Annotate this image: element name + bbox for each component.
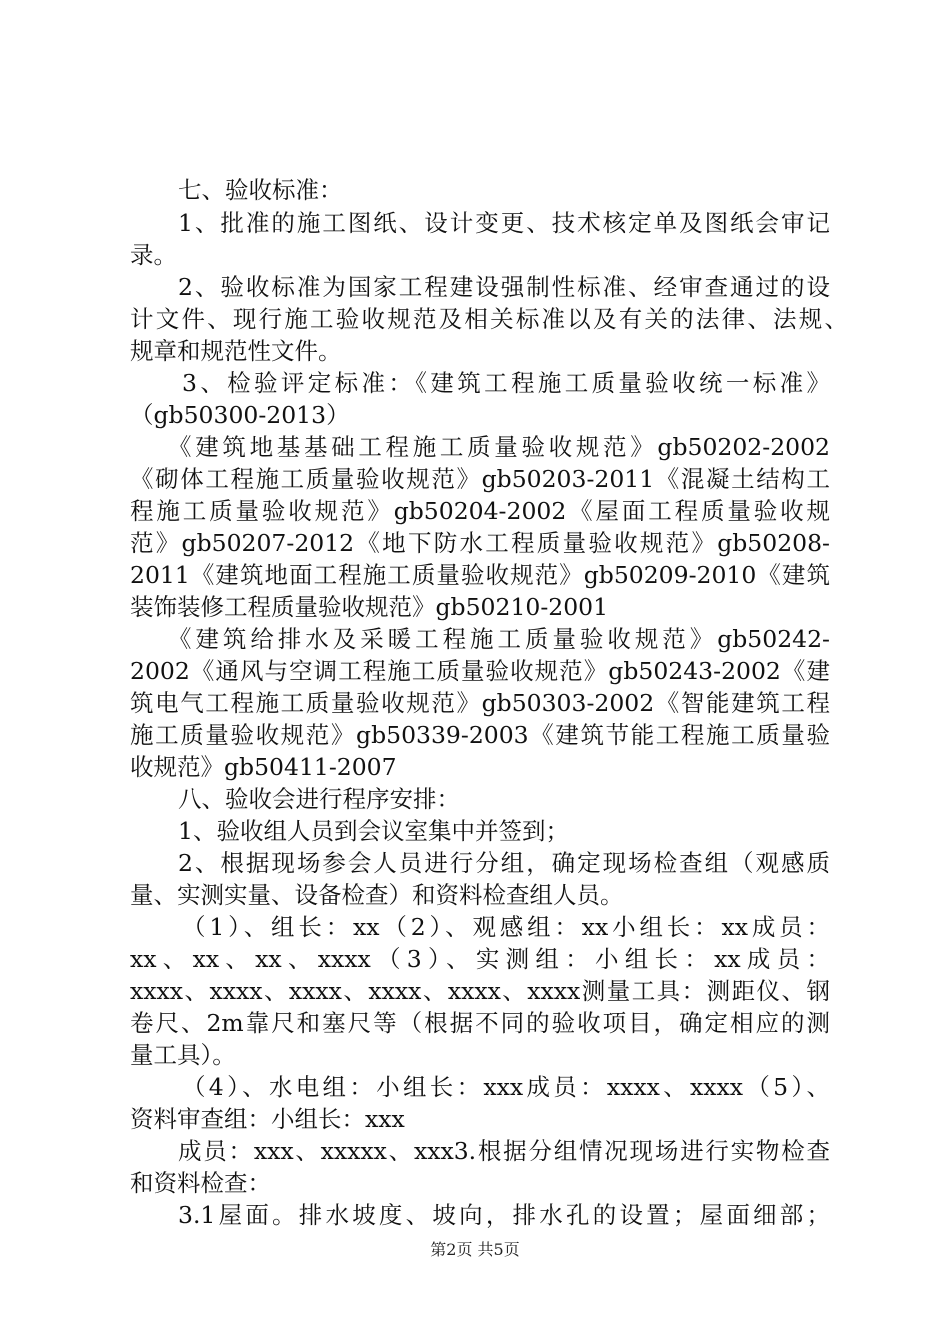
body-line: （gb50300-2013） <box>130 401 350 429</box>
standard-line: 范》gb50207-2012《地下防水工程质量验收规范》gb50208- <box>130 529 830 557</box>
body-line: 卷尺、2m靠尺和塞尺等（根据不同的验收项目，确定相应的测 <box>130 1009 830 1037</box>
body-line: 量工具）。 <box>130 1041 236 1069</box>
body-line: 录。 <box>130 241 177 269</box>
body-line: 3.1屋面。排水坡度、坡向，排水孔的设置；屋面细部； <box>178 1201 830 1229</box>
standard-line: 《砌体工程施工质量验收规范》gb50203-2011《混凝土结构工 <box>130 465 830 493</box>
body-line: 2、验收标准为国家工程建设强制性标准、经审查通过的设 <box>178 273 830 301</box>
section-heading-7: 七、验收标准： <box>178 176 343 204</box>
body-line: 计文件、现行施工验收规范及相关标准以及有关的法律、法规、 <box>130 305 848 333</box>
body-line: 规章和规范性文件。 <box>130 337 342 365</box>
standard-line: 装饰装修工程质量验收规范》gb50210-2001 <box>130 593 609 621</box>
page-footer: 第2页 共5页 <box>430 1240 520 1259</box>
body-line: 1、批准的施工图纸、设计变更、技术核定单及图纸会审记 <box>178 209 830 237</box>
standard-line: 《建筑地基基础工程施工质量验收规范》gb50202-2002 <box>168 433 830 461</box>
standard-line: 筑电气工程施工质量验收规范》gb50303-2002《智能建筑工程 <box>130 689 830 717</box>
standard-line: 《建筑给排水及采暖工程施工质量验收规范》gb50242- <box>168 625 830 653</box>
standard-line: 2002《通风与空调工程施工质量验收规范》gb50243-2002《建 <box>130 657 830 685</box>
standard-line: 2011《建筑地面工程施工质量验收规范》gb50209-2010《建筑 <box>130 561 830 589</box>
body-line: xxxx、xxxx、xxxx、xxxx、xxxx、xxxx测量工具：测距仪、钢 <box>130 977 830 1005</box>
body-line: 2、根据现场参会人员进行分组，确定现场检查组（观感质 <box>178 849 830 877</box>
body-line: xx、xx、xx、xxxx（3）、实测组：小组长：xx成员： <box>130 945 830 973</box>
section-heading-8: 八、验收会进行程序安排： <box>178 785 460 813</box>
body-line: 和资料检查： <box>130 1169 271 1197</box>
body-line: （4）、水电组：小组长：xxx成员：xxxx、xxxx（5）、 <box>182 1073 830 1101</box>
standard-line: 程施工质量验收规范》gb50204-2002《屋面工程质量验收规 <box>130 497 830 525</box>
standard-line: 施工质量验收规范》gb50339-2003《建筑节能工程施工质量验 <box>130 721 830 749</box>
body-line: 3、检验评定标准：《建筑工程施工质量验收统一标准》 <box>182 369 830 397</box>
body-line: 量、实测实量、设备检查）和资料检查组人员。 <box>130 881 624 909</box>
standard-line: 收规范》gb50411-2007 <box>130 753 397 781</box>
body-line: （1）、组长：xx（2）、观感组：xx小组长：xx成员： <box>182 913 830 941</box>
body-line: 1、验收组人员到会议室集中并签到； <box>178 817 569 845</box>
body-line: 成员：xxx、xxxxx、xxx3.根据分组情况现场进行实物检查 <box>178 1137 830 1165</box>
body-line: 资料审查组：小组长：xxx <box>130 1105 405 1133</box>
